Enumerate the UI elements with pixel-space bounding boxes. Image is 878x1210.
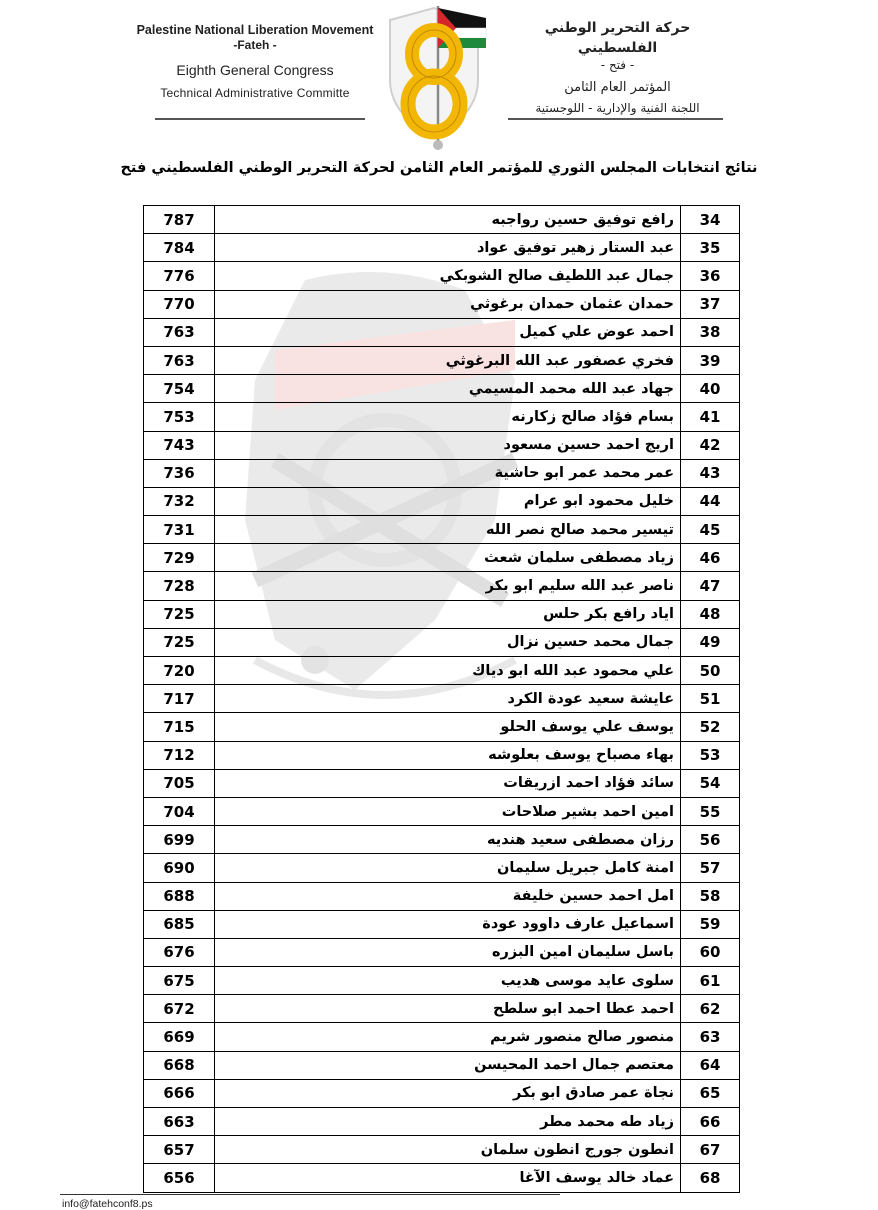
- table-row: [144, 1108, 740, 1136]
- candidate-name-cell: زياد مصطفى سلمان شعث: [215, 544, 681, 572]
- header-divider-right: [508, 118, 723, 120]
- rank-number-cell: 35: [681, 234, 740, 262]
- vote-count-cell: 753: [144, 403, 215, 431]
- rank-number-cell: 51: [681, 685, 740, 713]
- vote-count-cell: 736: [144, 459, 215, 487]
- table-row: [144, 1051, 740, 1079]
- candidate-name-cell: عمر محمد عمر ابو حاشية: [215, 459, 681, 487]
- vote-count-cell: 688: [144, 882, 215, 910]
- fateh-eight-logo-icon: [376, 2, 492, 152]
- vote-count-cell: 669: [144, 1023, 215, 1051]
- vote-count-cell: 676: [144, 938, 215, 966]
- candidate-name-cell: باسل سليمان امين البزره: [215, 938, 681, 966]
- vote-count-cell: 705: [144, 769, 215, 797]
- table-row: [144, 854, 740, 882]
- org-sub-ar: - فتح -: [600, 58, 635, 72]
- rank-number-cell: 36: [681, 262, 740, 290]
- vote-count-cell: 656: [144, 1164, 215, 1192]
- candidate-name-cell: رزان مصطفى سعيد هنديه: [215, 826, 681, 854]
- vote-count-cell: 666: [144, 1079, 215, 1107]
- page-title: نتائج انتخابات المجلس الثوري للمؤتمر العام الثامن لحركة التحرير الوطني الفلسطيني فتح: [120, 160, 758, 176]
- candidate-name-cell: اياد رافع بكر حلس: [215, 600, 681, 628]
- rank-number-cell: 41: [681, 403, 740, 431]
- committee-en: Technical Administrative Committe: [160, 86, 350, 100]
- table-row: [144, 713, 740, 741]
- rank-number-cell: 50: [681, 657, 740, 685]
- table-row: [144, 459, 740, 487]
- rank-number-cell: 44: [681, 487, 740, 515]
- table-row: [144, 1136, 740, 1164]
- org-name-ar: حركة التحرير الوطني الفلسطيني: [544, 20, 691, 56]
- rank-number-cell: 54: [681, 769, 740, 797]
- rank-number-cell: 55: [681, 797, 740, 825]
- candidate-name-cell: عبد الستار زهير توفيق عواد: [215, 234, 681, 262]
- rank-number-cell: 48: [681, 600, 740, 628]
- rank-number-cell: 34: [681, 206, 740, 234]
- table-row: [144, 600, 740, 628]
- candidate-name-cell: سلوى عايد موسى هديب: [215, 967, 681, 995]
- vote-count-cell: 675: [144, 967, 215, 995]
- rank-number-cell: 56: [681, 826, 740, 854]
- table-row: [144, 741, 740, 769]
- rank-number-cell: 53: [681, 741, 740, 769]
- table-row: [144, 375, 740, 403]
- rank-number-cell: 43: [681, 459, 740, 487]
- vote-count-cell: 668: [144, 1051, 215, 1079]
- candidate-name-cell: معتصم جمال احمد المحيسن: [215, 1051, 681, 1079]
- rank-number-cell: 65: [681, 1079, 740, 1107]
- vote-count-cell: 763: [144, 318, 215, 346]
- candidate-name-cell: زياد طه محمد مطر: [215, 1108, 681, 1136]
- rank-number-cell: 62: [681, 995, 740, 1023]
- candidate-name-cell: امل احمد حسين خليفة: [215, 882, 681, 910]
- table-row: [144, 657, 740, 685]
- rank-number-cell: 52: [681, 713, 740, 741]
- rank-number-cell: 45: [681, 516, 740, 544]
- org-name-en: Palestine National Liberation Movement: [136, 23, 374, 37]
- rank-number-cell: 60: [681, 938, 740, 966]
- rank-number-cell: 39: [681, 346, 740, 374]
- vote-count-cell: 728: [144, 572, 215, 600]
- candidate-name-cell: نجاة عمر صادق ابو بكر: [215, 1079, 681, 1107]
- candidate-name-cell: رافع توفيق حسين رواجبه: [215, 206, 681, 234]
- committee-ar: اللجنة الفنية والإدارية - اللوجستية: [535, 101, 700, 115]
- candidate-name-cell: جمال عبد اللطيف صالح الشوبكي: [215, 262, 681, 290]
- table-row: [144, 995, 740, 1023]
- rank-number-cell: 66: [681, 1108, 740, 1136]
- candidate-name-cell: اريج احمد حسين مسعود: [215, 431, 681, 459]
- vote-count-cell: 731: [144, 516, 215, 544]
- rank-number-cell: 64: [681, 1051, 740, 1079]
- vote-count-cell: 732: [144, 487, 215, 515]
- rank-number-cell: 61: [681, 967, 740, 995]
- candidate-name-cell: تيسير محمد صالح نصر الله: [215, 516, 681, 544]
- candidate-name-cell: بهاء مصباح يوسف بعلوشه: [215, 741, 681, 769]
- vote-count-cell: 776: [144, 262, 215, 290]
- vote-count-cell: 685: [144, 910, 215, 938]
- candidate-name-cell: امنة كامل جبريل سليمان: [215, 854, 681, 882]
- vote-count-cell: 704: [144, 797, 215, 825]
- vote-count-cell: 763: [144, 346, 215, 374]
- candidate-name-cell: فخري عصفور عبد الله البرغوثي: [215, 346, 681, 374]
- results-table: [143, 205, 740, 1193]
- vote-count-cell: 754: [144, 375, 215, 403]
- table-row: [144, 1164, 740, 1192]
- header-english: [120, 22, 390, 100]
- rank-number-cell: 49: [681, 628, 740, 656]
- table-row: [144, 1023, 740, 1051]
- rank-number-cell: 68: [681, 1164, 740, 1192]
- congress-en: Eighth General Congress: [176, 62, 334, 78]
- table-row: [144, 769, 740, 797]
- header-divider-left: [155, 118, 365, 120]
- vote-count-cell: 715: [144, 713, 215, 741]
- table-row: [144, 1079, 740, 1107]
- footer-email: info@fatehconf8.ps: [62, 1198, 153, 1210]
- candidate-name-cell: منصور صالح منصور شريم: [215, 1023, 681, 1051]
- table-row: [144, 967, 740, 995]
- table-row: [144, 346, 740, 374]
- candidate-name-cell: امين احمد بشير صلاحات: [215, 797, 681, 825]
- header-arabic: [505, 18, 730, 115]
- vote-count-cell: 717: [144, 685, 215, 713]
- candidate-name-cell: حمدان عثمان حمدان برغوثي: [215, 290, 681, 318]
- vote-count-cell: 657: [144, 1136, 215, 1164]
- org-sub-en: -Fateh -: [233, 38, 277, 52]
- rank-number-cell: 42: [681, 431, 740, 459]
- rank-number-cell: 38: [681, 318, 740, 346]
- vote-count-cell: 784: [144, 234, 215, 262]
- table-row: [144, 628, 740, 656]
- congress-ar: المؤتمر العام الثامن: [564, 80, 671, 95]
- table-row: [144, 797, 740, 825]
- table-row: [144, 572, 740, 600]
- rank-number-cell: 40: [681, 375, 740, 403]
- table-row: [144, 318, 740, 346]
- table-row: [144, 938, 740, 966]
- candidate-name-cell: انطون جورج انطون سلمان: [215, 1136, 681, 1164]
- candidate-name-cell: سائد فؤاد احمد ازريقات: [215, 769, 681, 797]
- vote-count-cell: 712: [144, 741, 215, 769]
- vote-count-cell: 729: [144, 544, 215, 572]
- table-row: [144, 431, 740, 459]
- vote-count-cell: 725: [144, 628, 215, 656]
- candidate-name-cell: جمال محمد حسين نزال: [215, 628, 681, 656]
- vote-count-cell: 699: [144, 826, 215, 854]
- rank-number-cell: 46: [681, 544, 740, 572]
- table-row: [144, 910, 740, 938]
- vote-count-cell: 663: [144, 1108, 215, 1136]
- candidate-name-cell: احمد عطا احمد ابو سلطح: [215, 995, 681, 1023]
- candidate-name-cell: عايشة سعيد عودة الكرد: [215, 685, 681, 713]
- table-row: [144, 290, 740, 318]
- table-row: [144, 544, 740, 572]
- vote-count-cell: 725: [144, 600, 215, 628]
- footer-divider: [60, 1194, 560, 1195]
- vote-count-cell: 720: [144, 657, 215, 685]
- rank-number-cell: 63: [681, 1023, 740, 1051]
- rank-number-cell: 47: [681, 572, 740, 600]
- candidate-name-cell: يوسف علي يوسف الحلو: [215, 713, 681, 741]
- candidate-name-cell: احمد عوض علي كميل: [215, 318, 681, 346]
- candidate-name-cell: عماد خالد يوسف الآغا: [215, 1164, 681, 1192]
- table-row: [144, 234, 740, 262]
- table-row: [144, 685, 740, 713]
- vote-count-cell: 672: [144, 995, 215, 1023]
- table-row: [144, 403, 740, 431]
- rank-number-cell: 58: [681, 882, 740, 910]
- candidate-name-cell: علي محمود عبد الله ابو دياك: [215, 657, 681, 685]
- table-row: [144, 206, 740, 234]
- vote-count-cell: 690: [144, 854, 215, 882]
- table-row: [144, 487, 740, 515]
- vote-count-cell: 743: [144, 431, 215, 459]
- table-row: [144, 882, 740, 910]
- table-row: [144, 516, 740, 544]
- rank-number-cell: 37: [681, 290, 740, 318]
- table-row: [144, 262, 740, 290]
- rank-number-cell: 67: [681, 1136, 740, 1164]
- candidate-name-cell: اسماعيل عارف داوود عودة: [215, 910, 681, 938]
- vote-count-cell: 770: [144, 290, 215, 318]
- table-row: [144, 826, 740, 854]
- candidate-name-cell: ناصر عبد الله سليم ابو بكر: [215, 572, 681, 600]
- rank-number-cell: 57: [681, 854, 740, 882]
- vote-count-cell: 787: [144, 206, 215, 234]
- candidate-name-cell: بسام فؤاد صالح زكارنه: [215, 403, 681, 431]
- candidate-name-cell: خليل محمود ابو عرام: [215, 487, 681, 515]
- candidate-name-cell: جهاد عبد الله محمد المسيمي: [215, 375, 681, 403]
- rank-number-cell: 59: [681, 910, 740, 938]
